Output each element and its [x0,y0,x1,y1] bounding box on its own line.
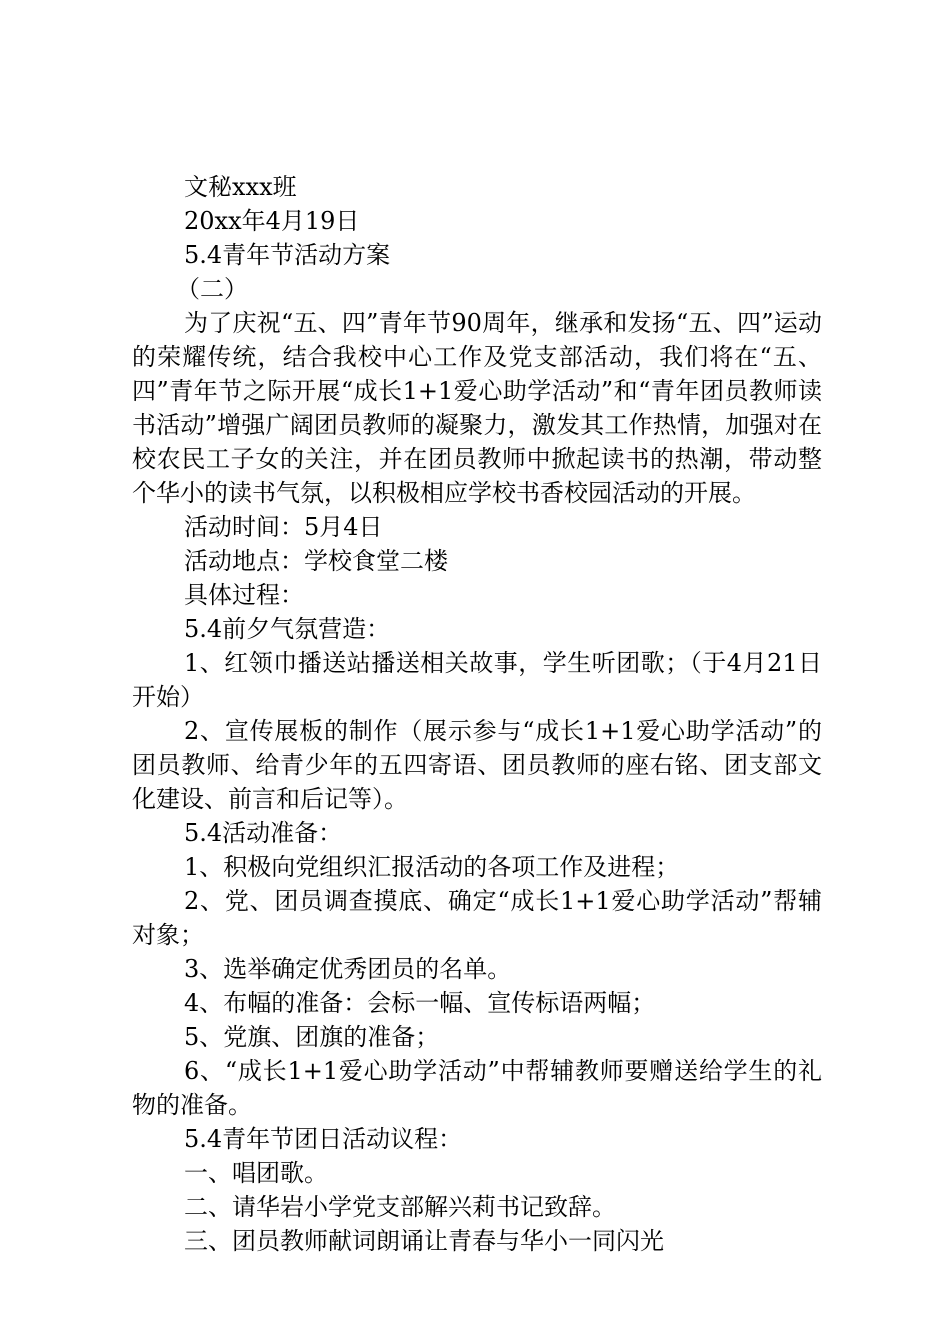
activity-time: 活动时间：5月4日 [184,513,383,541]
activity-location: 活动地点：学校食堂二楼 [184,547,448,575]
intro-paragraph: 为了庆祝“五、四”青年节90周年，继承和发扬“五、四”运动的荣耀传统，结合我校中心工作及党支部活动，我们将在“五、四”青年节之际开展“成长1+1爱心助学活动”和“青年团员教师读书活动”增强广阔团员教师的凝聚力，激发其工作热情，加强对在校农民工子女的关注，并在团员教师中掀起读书的热潮，带动整个华小的读书气氛，以积极相应学校书香校园活动的开展。 [132,309,822,507]
list-item: 3、选举确定优秀团员的名单。 [184,955,512,983]
list-item: 二、请华岩小学党支部解兴莉书记致辞。 [184,1193,616,1221]
date-line: 20xx年4月19日 [184,207,360,235]
list-item: 1、积极向党组织汇报活动的各项工作及进程； [184,853,680,881]
agenda-heading: 5.4青年节团日活动议程： [184,1125,463,1153]
list-item: 4、布幅的准备：会标一幅、宣传标语两幅； [184,989,656,1017]
list-item: 6、“成长1+1爱心助学活动”中帮辅教师要赠送给学生的礼物的准备。 [132,1057,822,1119]
section-number: （二） [176,275,248,303]
list-item: 5、党旗、团旗的准备； [184,1023,440,1051]
class-line: 文秘xxx班 [184,173,297,201]
list-item: 一、唱团歌。 [184,1159,328,1187]
list-item: 2、党、团员调查摸底、确定“成长1+1爱心助学活动”帮辅对象； [132,887,822,949]
list-item: 2、宣传展板的制作（展示参与“成长1+1爱心助学活动”的团员教师、给青少年的五四寄语、团员教师的座右铭、团支部文化建设、前言和后记等）。 [132,717,822,813]
list-item: 三、团员教师献词朗诵让青春与华小一同闪光 [184,1227,664,1255]
document-body [132,170,822,1258]
plan-title: 5.4青年节活动方案 [184,241,391,269]
preparation-heading: 5.4活动准备： [184,819,343,847]
atmosphere-heading: 5.4前夕气氛营造： [184,615,391,643]
list-item: 1、红领巾播送站播送相关故事，学生听团歌；（于4月21日开始） [132,649,822,711]
process-heading: 具体过程： [184,581,304,609]
